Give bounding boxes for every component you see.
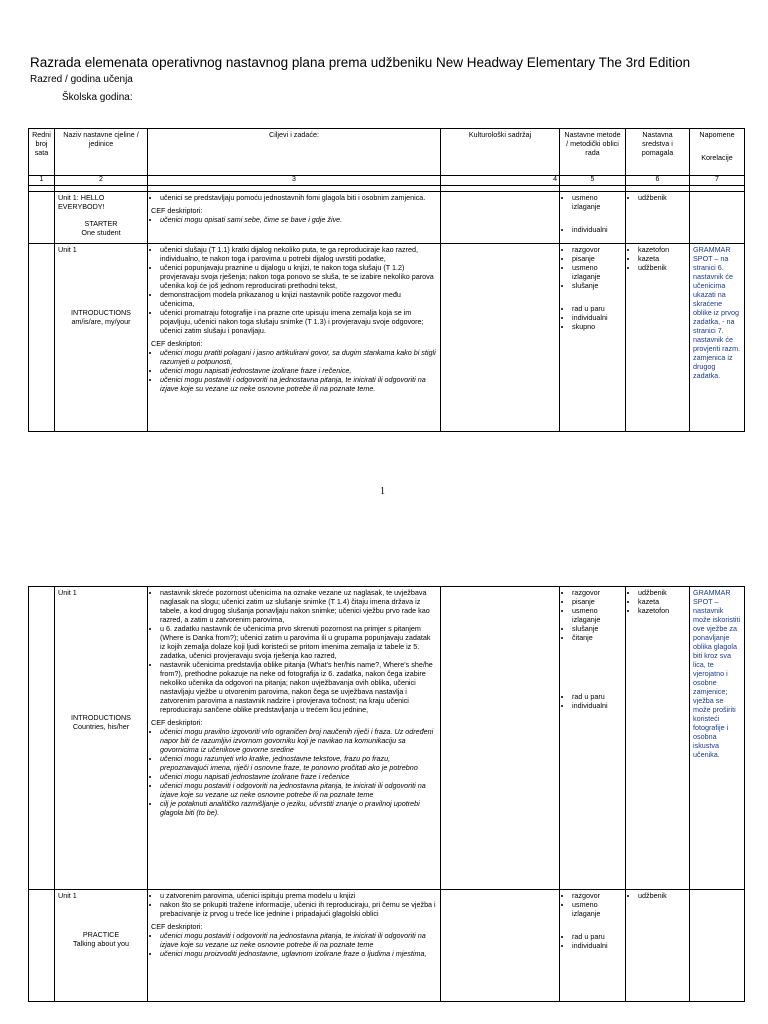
- goal-item: • nastavnik učenicima predstavlja oblike pitanja (What's her/his name?, Where's she/he from?), prethodne pokazuje na neke od fotografija iz 6. zadatka, nakon čega izabire nekoliko učenika da odgovori na pitanja; nakon uvježbavanja ovih oblika, učenici nastavljaju vježbe u otvorenim parovima, nakon čega se uvježbava nastavlja i zatvorenim parovima a nastavnik nadzire i provjerava točnost; na kraju učenici reproduciraju sančene oblike predstavljanja u trećem licu jednine,: [160, 660, 437, 714]
- header-row: [29, 129, 745, 176]
- unit-subtitle-2: Talking about you: [73, 939, 129, 948]
- cef-heading: CEF deskriptori:: [151, 338, 203, 348]
- plan-table-page-2: [28, 586, 745, 1002]
- header-cell-unit-name: Naziv nastavne cjeline / jedinice: [55, 129, 148, 176]
- column-number: 7: [690, 176, 745, 186]
- header-cell-cultural-content: Kulturološki sadržaj: [441, 129, 560, 176]
- header-cell-methods: Nastavne metode / metodički oblici rada: [560, 129, 626, 176]
- cef-item: • učenici mogu pratiti polagani i jasno artikulirani govor, sa dugim stankama kako bi stigli razumjeti u potpunosti,: [160, 348, 437, 366]
- method-item: • skupno: [572, 322, 622, 331]
- method-item: • čitanje: [572, 633, 622, 642]
- cultural-cell: [441, 191, 560, 243]
- column-number-row: [29, 176, 745, 186]
- method-item: • rad u paru: [572, 304, 622, 313]
- cef-item: • učenici mogu napisati jednostavne izolirane fraze i rečenice: [160, 772, 437, 781]
- tool-item: • kazetofon: [638, 606, 686, 615]
- method-item: • rad u paru: [572, 692, 622, 701]
- method-item: • usmeno izlaganje: [572, 606, 622, 624]
- cultural-cell: [441, 587, 560, 890]
- cef-heading: CEF deskriptori:: [151, 718, 203, 727]
- cef-item: • učenici mogu napisati jednostavne izolirane fraze i rečenice,: [160, 366, 437, 375]
- cef-heading: CEF deskriptori:: [151, 922, 203, 931]
- goal-item: • u zatvorenim parovima, učenici ispituju prema modelu u knjizi: [160, 891, 437, 900]
- notes-cell: [690, 243, 745, 431]
- header-cell-lesson-number: Redni broj sata: [29, 129, 55, 176]
- unit-title: Unit 1: [58, 588, 77, 597]
- plan-table-page-1: [28, 128, 745, 432]
- methods-cell: [560, 587, 626, 890]
- methods-cell: [560, 243, 626, 431]
- goals-cell: [148, 890, 441, 1002]
- notes-cell: [690, 587, 745, 890]
- method-item: • usmeno izlaganje: [572, 193, 622, 211]
- column-number: 3: [148, 176, 441, 186]
- cultural-cell: [441, 243, 560, 431]
- method-item: • razgovor: [572, 588, 622, 597]
- unit-cell: [55, 890, 148, 1002]
- header-cell-tools: Nastavna sredstva i pomagala: [626, 129, 690, 176]
- goals-cell: [148, 191, 441, 243]
- lesson-number-cell: [29, 191, 55, 243]
- method-item: • slušanje: [572, 624, 622, 633]
- table-row: [29, 890, 745, 1002]
- tool-item: • udžbenik: [638, 891, 686, 900]
- notes-cell: [690, 890, 745, 1002]
- cef-item: • učenici mogu pravilno izgovoriti vrlo ograničen broj naučenih riječi i fraza. Uz određeni napor biti će razumljivi izvornom govorniku koji je navikao na komunikaciju sa govornicima iz učenikove govorne sredine: [160, 727, 437, 754]
- column-number: 5: [560, 176, 626, 186]
- method-item: • pisanje: [572, 597, 622, 606]
- class-label: Razred / godina učenja: [30, 74, 133, 85]
- column-number: 1: [29, 176, 55, 186]
- goal-item: • učenici popunjavaju praznine u dijalogu u knjizi, te nakon toga slušaju (T 1.2) provjeravaju svoja rješenja; nakon toga ponovo se sluša, te se izabire nekoliko parova učenika koji će još jednom reproducirati prethodni tekst,: [160, 263, 437, 290]
- methods-cell: [560, 191, 626, 243]
- unit-subtitle: PRACTICE: [82, 930, 120, 939]
- unit-cell: [55, 243, 148, 431]
- unit-title: Unit 1: [58, 244, 77, 254]
- unit-title: Unit 1: HELLO EVERYBODY!: [58, 192, 105, 211]
- tool-item: • kazeta: [638, 597, 686, 606]
- notes-cell: [690, 191, 745, 243]
- column-number: 2: [55, 176, 148, 186]
- unit-subtitle-2: am/is/are, my/your: [71, 316, 131, 326]
- unit-cell: [55, 191, 148, 243]
- lesson-number-cell: [29, 587, 55, 890]
- goal-item: • nastavnik skreće pozornost učenicima na oznake vezane uz naglasak, te uvježbava naglasak na slogu; učenici zatim uz slušanje snimke (T 1.4) čitaju imena država iz tabele, a kod drugog slušanja ponavljaju nakon snimke; učenici vježbu prvo rade kao razred, a zatim u zatvorenim parovima,: [160, 588, 437, 624]
- unit-subtitle: INTRODUCTIONS: [71, 713, 131, 722]
- unit-subtitle: INTRODUCTIONS: [71, 307, 131, 317]
- cultural-cell: [441, 890, 560, 1002]
- cef-item: • učenici mogu proizvoditi jednostavne, uglavnom izolirane fraze o ljudima i mjestima,: [160, 949, 437, 958]
- table-row: [29, 243, 745, 431]
- goals-cell: [148, 243, 441, 431]
- lesson-number-cell: [29, 243, 55, 431]
- method-item: • usmeno izlaganje: [572, 263, 622, 281]
- method-item: • razgovor: [572, 891, 622, 900]
- tool-item: • kazeta: [638, 254, 686, 263]
- cef-item: • učenici mogu opisati sami sebe, čime se bave i gdje žive.: [160, 215, 437, 224]
- unit-title: Unit 1: [58, 891, 77, 900]
- unit-cell: [55, 587, 148, 890]
- tool-item: • udžbenik: [638, 588, 686, 597]
- goal-item: • učenici slušaju (T 1.1) kratki dijalog nekoliko puta, te ga reproduciraje kao razred, individualno, te nakon toga i parovima u potrebi dijalog uvrstiti podatke,: [160, 245, 437, 263]
- method-item: • razgovor: [572, 245, 622, 254]
- lesson-number-cell: [29, 890, 55, 1002]
- method-item: • individualni: [572, 313, 622, 322]
- tool-item: • udžbenik: [638, 263, 686, 272]
- header-cell-notes: Napomene Korelacije: [690, 129, 745, 176]
- method-item: • individualni: [572, 701, 622, 710]
- goal-item: • demonstracijom modela prikazanog u knjizi nastavnik potiče razgovor među učenicima,: [160, 290, 437, 308]
- tools-cell: [626, 243, 690, 431]
- methods-cell: [560, 890, 626, 1002]
- tool-item: • udžbenik: [638, 193, 686, 202]
- goal-item: • učenici se predstavljaju pomoću jednostavnih fomi glagola biti i osobnim zamjenica.: [160, 193, 437, 202]
- cef-item: • učenici mogu postaviti i odgovoriti na jednostavna pitanja, te inicirati ili odgovoriti na izjave koje su vezane uz neke osnovne potrebe ili na poznate teme: [160, 931, 437, 949]
- cef-item: • cilj je potaknuti analitičko razmišljanje o jeziku, učvrstiti znanje o pravilnoj upotrebi glagola biti (to be).: [160, 799, 437, 817]
- method-item: • pisanje: [572, 254, 622, 263]
- goal-item: • učenici promatraju fotografije i na prazne crte upisuju imena zemalja koja se im pojavljuju, učenici nakon toga slušaju snimke (T 1.3) i provjeravaju svoje odgovore; učenici zatim slušaju i ponavljaju.: [160, 308, 437, 335]
- method-item: • slušanje: [572, 281, 622, 290]
- school-year-label: Školska godina:: [62, 92, 133, 103]
- tool-item: • kazetofon: [638, 245, 686, 254]
- column-number: 6: [626, 176, 690, 186]
- method-item: • usmeno izlaganje: [572, 900, 622, 918]
- cef-item: • učenici mogu postaviti i odgovoriti na jednostavna pitanja, te inicirati ili odgovoriti na izjave koje su vezane uz neke osnovne potrebe ili na poznate teme: [160, 781, 437, 799]
- grammar-spot-note: GRAMMAR SPOT – nastavnik može iskoristiti ove vježbe za ponavljanje oblika glagola biti kroz sva lica, te vjerojatno i osobne zamjenice; vježba se može proširiti koristeći fotografije i osobna iskustva učenika.: [693, 588, 741, 759]
- unit-subtitle: STARTER: [84, 218, 118, 228]
- table-row: [29, 587, 745, 890]
- header-cell-goals: Ciljevi i zadaće:: [148, 129, 441, 176]
- method-item: • individualni: [572, 225, 622, 234]
- grammar-spot-note: GRAMMAR SPOT – na stranici 6. nastavnik će učenicima ukazati na skraćene oblike iz prvog zadatka, - na stranici 7. nastavnik će provjeriti razm. zamjenica iz drugog zadatka.: [693, 244, 741, 380]
- unit-subtitle-2: One student: [81, 227, 121, 237]
- document-title: Razrada elemenata operativnog nastavnog plana prema udžbeniku New Headway Elementary The 3rd Edition: [30, 55, 691, 70]
- cef-item: • učenici mogu razumjeti vrlo kratke, jednostavne tekstove, frazu po frazu, prepoznavajući imena, riječi i osnovne fraze, te ponovno pročitati ako je potrebno: [160, 754, 437, 772]
- method-item: • rad u paru: [572, 932, 622, 941]
- method-item: • individualni: [572, 941, 622, 950]
- goal-item: • u 6. zadatku nastavnik će učenicima prvo skrenuti pozornost na primjer s pitanjem (Where is Danka from?); učenici zatim u parovima ili u grupama popunjavaju zadatak iz kojih zemalja dolaze koji ljudi koristeći se pritom imenima zemalja iz tabele iz 5. zadatka, učenici provjeravaju svoja rješenja kao razred,: [160, 624, 437, 660]
- goals-cell: [148, 587, 441, 890]
- tools-cell: [626, 191, 690, 243]
- page-number: 1: [380, 486, 385, 497]
- column-number: 4: [441, 176, 560, 186]
- tools-cell: [626, 890, 690, 1002]
- cef-heading: CEF deskriptori:: [151, 205, 203, 215]
- goal-item: • nakon što se prikupiti tražene informacije, učenici ih reproduciraju, pri čemu se vježba i prebacivanje iz prvog u treće lice jednine i pripadajući glagolski oblici: [160, 900, 437, 918]
- cef-item: • učenici mogu postaviti i odgovoriti na jednostavna pitanja, te inicirati ili odgovoriti na izjave koje su vezane uz neke osnovne potrebe ili na poznate teme.: [160, 375, 437, 393]
- unit-subtitle-2: Countries, his/her: [72, 722, 130, 731]
- tools-cell: [626, 587, 690, 890]
- table-row: [29, 191, 745, 243]
